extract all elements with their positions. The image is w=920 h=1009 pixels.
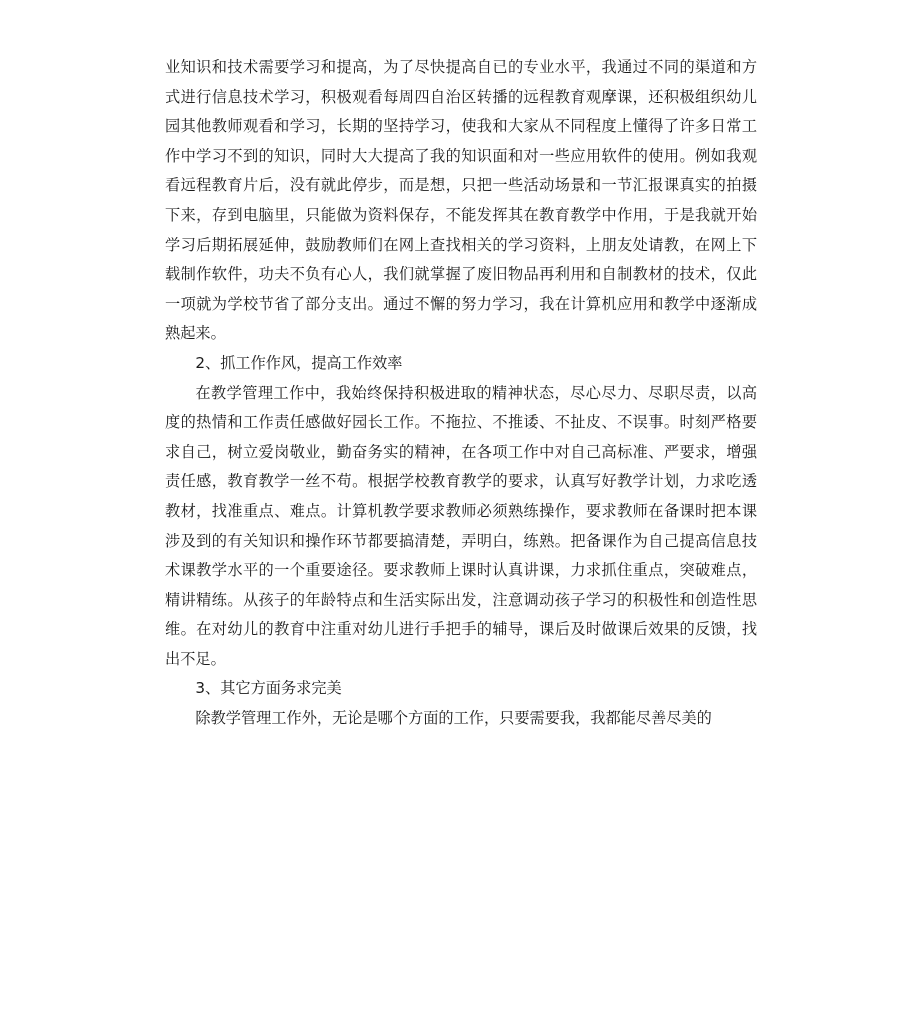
paragraph-other-aspects: 除教学管理工作外，无论是哪个方面的工作，只要需要我，我都能尽善尽美的 (195, 709, 712, 728)
section-heading-3: 3、其它方面务求完美 (195, 679, 342, 698)
paragraph-work-style: 在教学管理工作中，我始终保持积极进取的精神状态，尽心尽力、尽职尽责，以高度的热情和工作责任感做好园长工作。不拖拉、不推诿、不扯皮、不误事。时刻严格要求自己，树立爱岗敬业，勤奋务实的精神，在各项工作中对自己高标准、严要求，增强责任感，教育教学一丝不苟。根据学校教育教学的要求，认真写好教学计划，力求吃透教材，找准重点、难点。计算机教学要求教师必须熟练操作，要求教师在备课时把本课涉及到的有关知识和操作环节都要搞清楚，弄明白，练熟。把备课作为自己提高信息技术课教学水平的一个重要途径。要求教师上课时认真讲课，力求抓住重点，突破难点，精讲精练。从孩子的年龄特点和生活实际出发，注意调动孩子学习的积极性和创造性思维。在对幼儿的教育中注重对幼儿进行手把手的辅导，课后及时做课后效果的反馈，找出不足。 (165, 383, 757, 668)
body-text (165, 53, 757, 734)
section-heading-2: 2、抓工作作风，提高工作效率 (195, 353, 403, 372)
paragraph-continuation: 业知识和技术需要学习和提高，为了尽快提高自已的专业水平，我通过不同的渠道和方式进行信息技术学习，积极观看每周四自治区转播的远程教育观摩课，还积极组织幼儿园其他教师观看和学习，长期的坚持学习，使我和大家从不同程度上懂得了许多日常工作中学习不到的知识，同时大大提高了我的知识面和对一些应用软件的使用。例如我观看远程教育片后，没有就此停步，而是想，只把一些活动场景和一节汇报课真实的拍摄下来，存到电脑里，只能做为资料保存，不能发挥其在教育教学中作用，于是我就开始学习后期拓展延伸，鼓励教师们在网上查找相关的学习资料，上朋友处请教，在网上下载制作软件，功夫不负有心人，我们就掌握了废旧物品再利用和自制教材的技术，仅此一项就为学校节省了部分支出。通过不懈的努力学习，我在计算机应用和教学中逐渐成熟起来。 (165, 58, 757, 343)
